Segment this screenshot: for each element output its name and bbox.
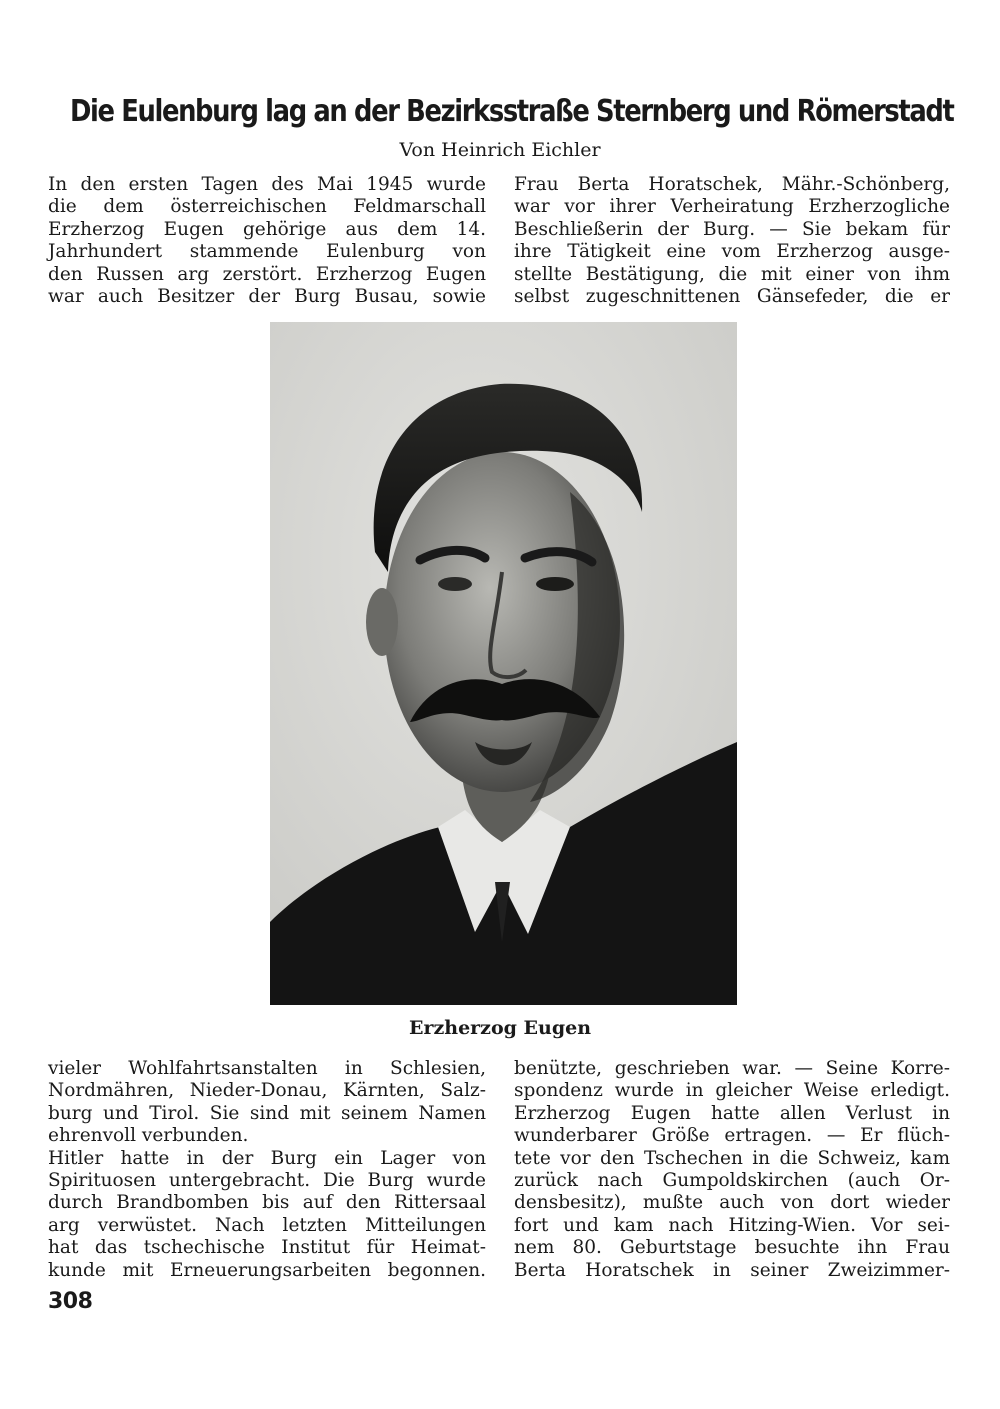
page-number: 308	[48, 1289, 93, 1314]
article-title: Die Eulenburg lag an der Bezirksstraße Sternberg und Römerstadt	[70, 94, 954, 129]
text-line: burg und Tirol. Sie sind mit seinem Namen	[48, 1102, 486, 1124]
text-line: die dem österreichischen Feldmarschall	[48, 196, 486, 218]
text-line: spondenz wurde in gleicher Weise erledigt.	[514, 1080, 950, 1102]
column-top-left	[48, 174, 486, 308]
photo-caption: Erzherzog Eugen	[408, 1017, 592, 1039]
text-line: Hitler hatte in der Burg ein Lager von	[48, 1147, 486, 1169]
column-bottom-right	[514, 1058, 950, 1282]
text-line: Nordmähren, Nieder-Donau, Kärnten, Salz-	[48, 1080, 486, 1102]
text-line: benützte, geschrieben war. — Seine Korre-	[514, 1058, 950, 1079]
text-line: Spirituosen untergebracht. Die Burg wurde	[48, 1169, 486, 1191]
text-line: In den ersten Tagen des Mai 1945 wurde	[48, 174, 486, 195]
text-line: ehrenvoll verbunden.	[48, 1125, 249, 1147]
text-line: nem 80. Geburtstage besuchte ihn Frau	[514, 1237, 950, 1259]
text-line: war vor ihrer Verheiratung Erzherzogliche	[514, 196, 950, 218]
text-line: Jahrhundert stammende Eulenburg von	[48, 241, 486, 263]
text-line: arg verwüstet. Nach letzten Mitteilungen	[48, 1214, 486, 1236]
text-line: war auch Besitzer der Burg Busau, sowie	[48, 285, 486, 307]
text-line: fort und kam nach Hitzing-Wien. Vor sei-	[514, 1214, 950, 1236]
text-line: zurück nach Gumpoldskirchen (auch Or-	[514, 1169, 950, 1191]
text-line: densbesitz), mußte auch von dort wieder	[514, 1192, 950, 1214]
article-byline: Von Heinrich Eichler	[399, 139, 601, 161]
column-top-right	[514, 174, 950, 308]
portrait-photo	[270, 322, 737, 1005]
column-bottom-left	[48, 1058, 486, 1282]
text-line: durch Brandbomben bis auf den Rittersaal	[48, 1192, 486, 1214]
text-line: ihre Tätigkeit eine vom Erzherzog ausge-	[514, 241, 950, 263]
text-line: stellte Bestätigung, die mit einer von ihm	[514, 263, 950, 285]
text-line: hat das tschechische Institut für Heimat-	[48, 1237, 486, 1259]
text-line: Frau Berta Horatschek, Mähr.-Schönberg,	[514, 174, 950, 195]
text-line: kunde mit Erneuerungsarbeiten begonnen.	[48, 1259, 486, 1281]
text-line: selbst zugeschnittenen Gänsefeder, die er	[514, 285, 950, 307]
text-line: Erzherzog Eugen gehörige aus dem 14.	[48, 218, 486, 240]
text-line: Berta Horatschek in seiner Zweizimmer-	[514, 1259, 950, 1281]
text-line: den Russen arg zerstört. Erzherzog Eugen	[48, 263, 486, 285]
text-line: vieler Wohlfahrtsanstalten in Schlesien,	[48, 1058, 486, 1079]
text-line: wunderbarer Größe ertragen. — Er flüch-	[514, 1125, 950, 1147]
text-line: Beschließerin der Burg. — Sie bekam für	[514, 218, 950, 240]
portrait-illustration	[270, 322, 737, 1005]
text-line: tete vor den Tschechen in die Schweiz, kam	[514, 1147, 950, 1169]
text-line: Erzherzog Eugen hatte allen Verlust in	[514, 1102, 950, 1124]
